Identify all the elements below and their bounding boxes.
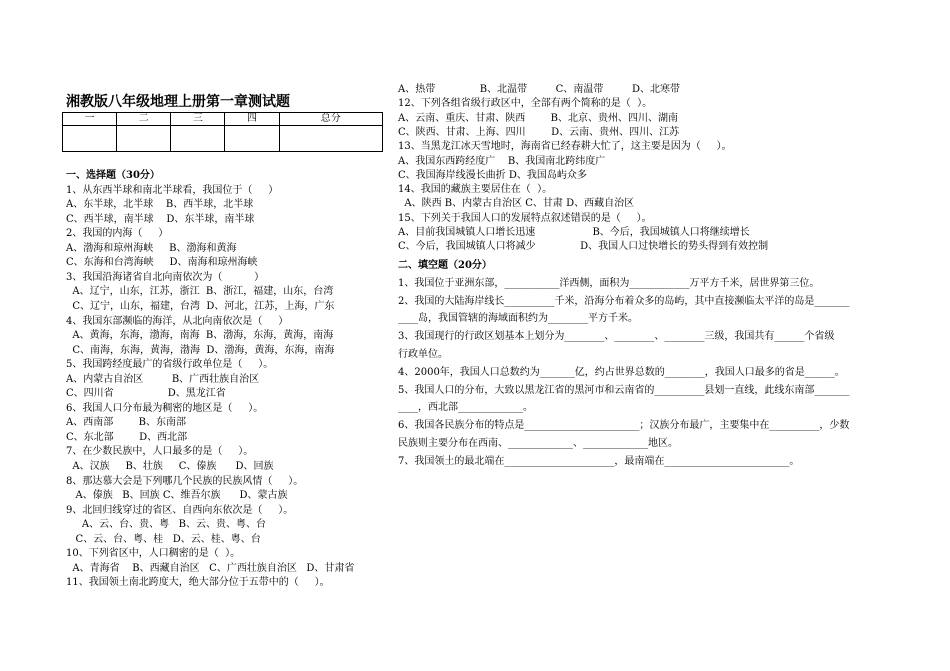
question-line: 5、我国人口的分布，大致以黑龙江省的黑河市和云南省的__________县划一直线，此线东南部_______ [398,384,850,396]
question-line: 3、我国现行的行政区划基本上划分为________、________、________三级，我国共有______个省级 [398,331,835,343]
question-line: A、热带 B、北温带 C、南温带 D、北寒带 [398,84,680,95]
question-line: C、四川省 D、黑龙江省 [66,388,226,400]
score-header-2: 二 [117,113,171,126]
score-header-3: 三 [171,113,225,126]
question-line: A、渤海和琼州海峡 B、渤海和黄海 [66,242,237,254]
score-cell[interactable] [171,126,225,152]
question-line: A、我国东西跨经度广 B、我国南北跨纬度广 [398,155,606,167]
question-line: 7、我国领土的最北端在______________________，最南端在_________________________。 [398,455,800,467]
question-line: 2、我国的内海（ ） [66,228,169,240]
question-line: C、东北部 D、西北部 [66,431,188,443]
question-line: 7、在少数民族中，人口最多的是（ ）。 [66,446,254,458]
question-line: C、辽宁，山东，福建，台湾 D、河北，江苏，上海，广东 [66,300,335,312]
section-heading: 二、填空题（20分） [398,260,492,271]
question-line: 12、下列各组省级行政区中，全部有两个简称的是（ ）。 [398,98,653,110]
question-line: 4、我国东部濒临的海洋，从北向南依次是（ ） [66,315,289,327]
question-line: 13、当黑龙江冰天雪地时，海南省已经春耕大忙了，这主要是因为（ ）。 [398,141,732,153]
question-line: 8、那达慕大会是下列哪几个民族的民族风情（ ）。 [66,475,304,487]
page-title: 湘教版八年级地理上册第一章测试题 [66,94,290,110]
question-line: 5、我国跨经度最广的省级行政单位是（ ）。 [66,359,274,371]
question-line: A、目前我国城镇人口增长迅速 B、今后，我国城镇人口将继续增长 [398,227,750,238]
score-header-4: 四 [225,113,279,126]
question-line: A、黄海，东海，渤海，南海 B、渤海，东海，黄海，南海 [66,330,334,342]
section-heading: 一、选择题（30分） [66,170,160,181]
question-line: A、傣族 B、回族 C、维吾尔族 D、蒙古族 [66,490,288,502]
question-line: 14、我国的藏族主要居住在（ ）。 [398,184,553,196]
question-line: A、云、台、贵、粤 B、云、贵、粤、台 [66,519,266,531]
question-line: 6、我国各民族分布的特点是_______________________；汉族分布最广，主要集中在__________，少数 [398,420,850,432]
question-line: ____，西北部_____________。 [398,402,533,414]
question-line: A、西南部 B、东南部 [66,417,186,429]
question-line: C、东海和台湾海峡 D、南海和琼州海峡 [66,257,258,269]
question-line: C、云、台、粤、桂 D、云、桂、粤、台 [66,533,261,545]
question-line: C、南海，东海，黄海，渤海 D、渤海，黄海，东海，南海 [66,344,335,356]
score-cell[interactable] [279,126,382,152]
question-line: C、今后，我国城镇人口将减少 D、我国人口过快增长的势头得到有效控制 [398,241,769,253]
score-header-total: 总分 [279,113,382,126]
score-table [62,112,383,152]
score-cell[interactable] [117,126,171,152]
score-cell[interactable] [225,126,279,152]
question-line: 15、下列关于我国人口的发展特点叙述错误的是（ ）。 [398,212,652,224]
question-line: A、青海省 B、西藏自治区 C、广西壮族自治区 D、甘肃省 [66,562,355,574]
question-line: ____岛，我国管辖的海域面积约为________平方千米。 [398,313,638,325]
score-cell[interactable] [63,126,117,152]
question-line: C、我国海岸线漫长曲折 D、我国岛屿众多 [398,169,587,181]
question-line: 1、从东西半球和南北半球看，我国位于（ ） [66,184,279,196]
question-line: 行政单位。 [398,349,448,360]
question-line: 1、我国位于亚洲东部，___________洋西侧，面积为____________万平方千米，居世界第三位。 [398,277,820,289]
question-line: A、东半球，北半球 B、西半球，北半球 [66,199,254,211]
question-line: 10、下列省区中，人口稠密的是（ ）。 [66,548,241,560]
question-line: 6、我国人口分布最为稠密的地区是（ ）。 [66,402,264,414]
question-line: 3、我国沿海诸省自北向南依次为（ ） [66,271,265,283]
question-line: 11、我国领土南北跨度大，绝大部分位于五带中的（ ）。 [66,577,330,589]
question-line: A、汉族 B、壮族 C、傣族 D、回族 [66,461,274,472]
question-line: A、陕西 B、内蒙古自治区 C、甘肃 D、西藏自治区 [398,198,635,210]
question-line: 4、2000年，我国人口总数约为_______亿，约占世界总数的________，我国人口最多的省是______。 [398,366,845,378]
question-line: 民族则主要分布在西南、_____________、_____________地区。 [398,438,678,449]
question-line: C、陕西、甘肃、上海、四川 D、云南、贵州、四川、江苏 [398,126,680,138]
question-line: A、辽宁，山东，江苏，浙江 B、浙江，福建，山东，台湾 [66,286,334,298]
question-line: C、西半球，南半球 D、东半球，南半球 [66,213,255,225]
question-line: A、内蒙古自治区 B、广西壮族自治区 [66,373,260,385]
score-header-1: 一 [63,113,117,126]
question-line: 9、北回归线穿过的省区、自西向东依次是（ ）。 [66,504,294,516]
question-line: A、云南、重庆、甘肃、陕西 B、北京、贵州、四川、湖南 [398,112,678,124]
question-line: 2、我国的大陆海岸线长__________千米，沿海分布着众多的岛屿，其中直接濒临太平洋的岛是_______ [398,295,850,307]
